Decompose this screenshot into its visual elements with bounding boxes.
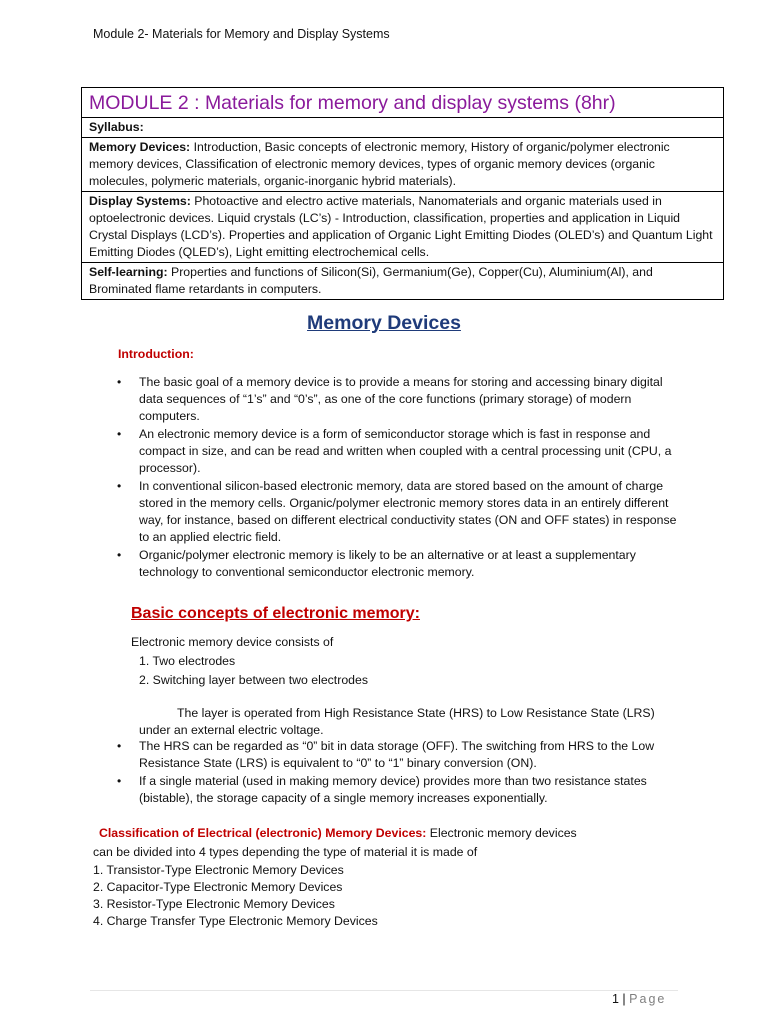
classification-numbered-list	[93, 862, 378, 930]
self-learning-text: Properties and functions of Silicon(Si), Germanium(Ge), Copper(Cu), Aluminium(Al), and Brominated flame retardants in computers.	[89, 265, 653, 296]
list-item-text: In conventional silicon-based electronic memory, data are stored based on the amount of charge stored in the memory cells. Organic/polymer electronic memory stores data in an entirely different way, for instance, based on different electrical conductivity states (ON and OFF states) in response to an applied electric field.	[139, 479, 677, 544]
classification-paragraph	[93, 824, 653, 862]
page-word: Page	[629, 992, 667, 1006]
section-title: Memory Devices	[307, 312, 461, 334]
basic-concepts-numbered-list	[139, 652, 368, 690]
introduction-list	[117, 374, 679, 582]
bullet-icon: •	[117, 375, 122, 389]
list-item-text: The HRS can be regarded as “0” bit in data storage (OFF). The switching from HRS to the Low Resistance State (LRS) is equivalent to “0” to “1” binary conversion (ON).	[139, 739, 655, 770]
list-item	[117, 374, 679, 425]
syllabus-label: Syllabus:	[89, 120, 144, 134]
list-item	[117, 426, 679, 477]
introduction-heading: Introduction:	[118, 347, 194, 361]
list-item: 3. Resistor-Type Electronic Memory Devices	[93, 897, 335, 911]
bullet-icon: •	[117, 427, 122, 441]
memory-devices-label: Memory Devices:	[89, 140, 191, 154]
list-item	[117, 773, 679, 807]
list-item: 2. Capacitor-Type Electronic Memory Devices	[93, 880, 343, 894]
syllabus-table	[81, 87, 724, 300]
footer-divider	[90, 990, 678, 991]
display-systems-text: Photoactive and electro active materials, Nanomaterials and organic materials used in optoelectronic devices. Liquid crystals (LC’s) - Introduction, classification, properties and application in Liquid Crystal Displays (LCD’s). Properties and application of Organic Light Emitting Diodes (OLED’s) and Quantum Light Emitting Diodes (QLED’s), Light emitting electrochemical cells.	[89, 194, 713, 259]
list-item	[117, 738, 679, 772]
syllabus-label-cell	[82, 118, 724, 138]
basic-concepts-bullet-list	[117, 738, 679, 808]
memory-devices-text: Introduction, Basic concepts of electronic memory, History of organic/polymer electronic memory devices, Classification of electronic memory devices, types of organic memory devices (organic molecules, polymeric materials, organic-inorganic hybrid materials).	[89, 140, 670, 188]
page-number: 1	[612, 992, 619, 1006]
bullet-icon: •	[117, 774, 122, 788]
running-header: Module 2- Materials for Memory and Display Systems	[93, 27, 390, 41]
list-item-text: Organic/polymer electronic memory is likely to be an alternative or at least a supplementary technology to conventional semiconductor electronic memory.	[139, 548, 636, 579]
list-item: 2. Switching layer between two electrodes	[139, 673, 368, 687]
module-title: MODULE 2 : Materials for memory and display systems (8hr)	[82, 88, 724, 118]
self-learning-label: Self-learning:	[89, 265, 168, 279]
bullet-icon: •	[117, 739, 122, 753]
list-item: 1. Two electrodes	[139, 654, 236, 668]
page-separator: |	[618, 992, 630, 1006]
list-item	[117, 547, 679, 581]
display-systems-cell	[82, 192, 724, 263]
layer-paragraph: The layer is operated from High Resistance State (HRS) to Low Resistance State (LRS) under an external electric voltage.	[139, 706, 655, 737]
self-learning-cell	[82, 263, 724, 300]
display-systems-label: Display Systems:	[89, 194, 191, 208]
list-item-text: The basic goal of a memory device is to provide a means for storing and accessing binary digital data sequences of “1’s” and “0’s”, as one of the core functions (primary storage) of modern computers.	[139, 375, 663, 423]
classification-text-b: can be divided into 4 types depending the type of material it is made of	[93, 845, 478, 859]
list-item-text: If a single material (used in making memory device) provides more than two resistance states (bistable), the storage capacity of a single memory increases exponentially.	[139, 774, 647, 805]
memory-devices-cell	[82, 138, 724, 192]
classification-text-a: Electronic memory devices	[426, 826, 577, 840]
classification-heading: Classification of Electrical (electronic) Memory Devices:	[99, 826, 427, 840]
bullet-icon: •	[117, 548, 122, 562]
list-item: 1. Transistor-Type Electronic Memory Devices	[93, 863, 344, 877]
bullet-icon: •	[117, 479, 122, 493]
list-item-text: An electronic memory device is a form of semiconductor storage which is fast in response and compact in size, and can be read and written when coupled with a central processing unit (CPU, a processor).	[139, 427, 672, 475]
list-item	[117, 478, 679, 546]
list-item: 4. Charge Transfer Type Electronic Memory Devices	[93, 914, 378, 928]
basic-concepts-lead: Electronic memory device consists of	[131, 635, 334, 649]
page-footer	[612, 991, 666, 1008]
basic-concepts-heading: Basic concepts of electronic memory:	[131, 605, 420, 622]
